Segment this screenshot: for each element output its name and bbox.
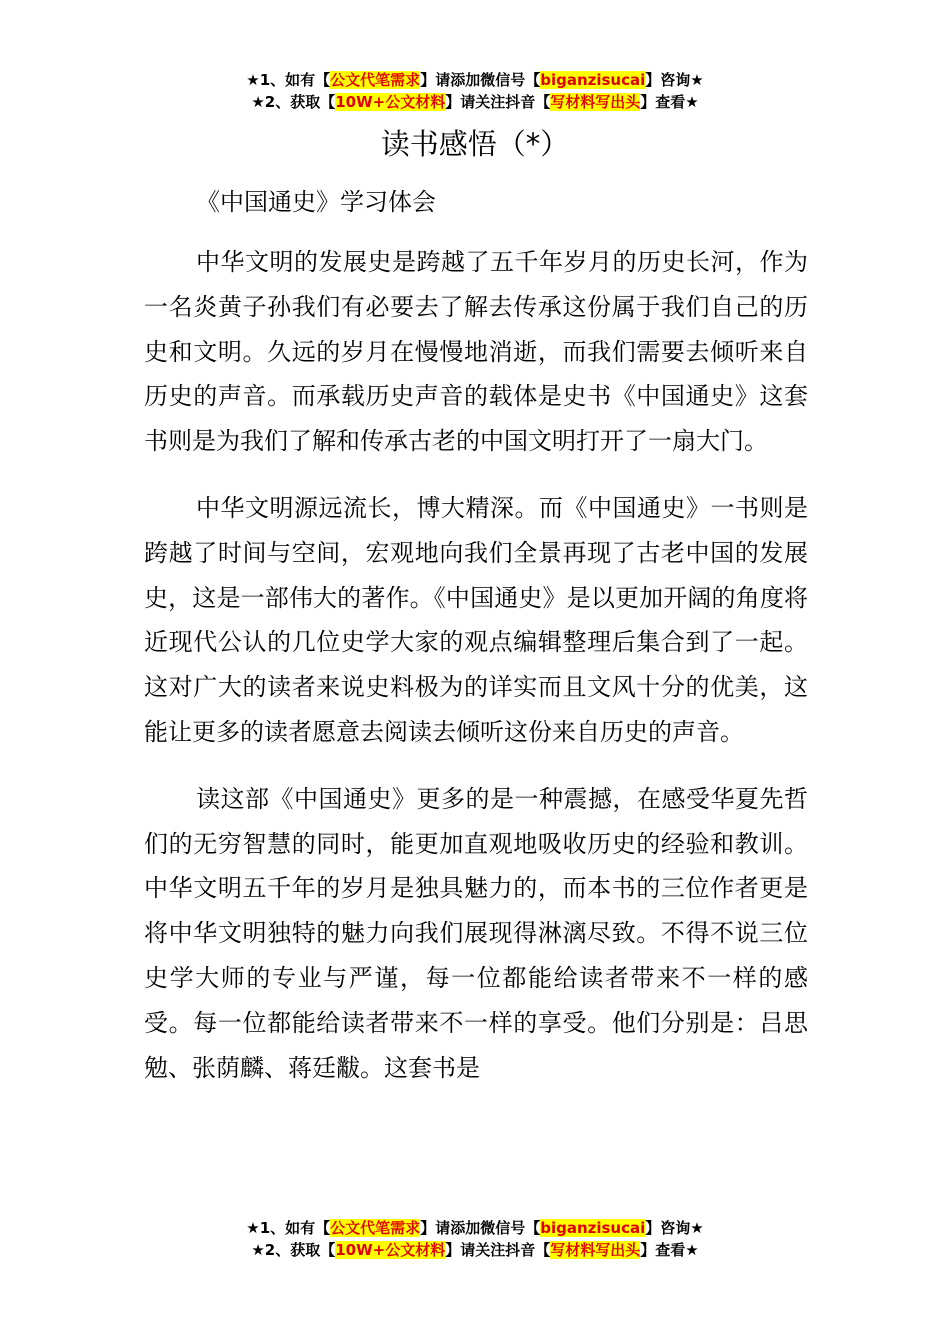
banner-line-1	[0, 69, 950, 91]
banner-text: 】请添加微信号【	[420, 1219, 541, 1237]
banner-highlight: biganzisucai	[540, 1219, 646, 1237]
body-paragraph: 中华文明源远流长，博大精深。而《中国通史》一书则是跨越了时间与空间，宏观地向我们全景再现了古老中国的发展史，这是一部伟大的著作。《中国通史》是以更加开阔的角度将近现代公认的几位史学大家的观点编辑整理后集合到了一起。这对广大的读者来说史料极为的详实而且文风十分的优美，这能让更多的读者愿意去阅读去倾听这份来自历史的声音。	[144, 493, 808, 746]
banner-text: 】查看★	[640, 1241, 699, 1259]
document-title: 读书感悟（*）	[380, 127, 570, 161]
banner-text: 】请关注抖音【	[445, 1241, 551, 1259]
banner-text: ★2、获取【	[251, 1241, 336, 1259]
document-body	[144, 240, 808, 1112]
banner-highlight: 写材料写出头	[550, 93, 641, 111]
banner-text: 】查看★	[640, 93, 699, 111]
body-paragraph: 中华文明的发展史是跨越了五千年岁月的历史长河，作为一名炎黄子孙我们有必要去了解去传承这份属于我们自己的历史和文明。久远的岁月在慢慢地消逝，而我们需要去倾听来自历史的声音。而承载历史声音的载体是史书《中国通史》这套书则是为我们了解和传承古老的中国文明打开了一扇大门。	[144, 248, 808, 456]
banner-highlight: 公文代笔需求	[330, 1219, 421, 1237]
body-paragraph: 读这部《中国通史》更多的是一种震撼，在感受华夏先哲们的无穷智慧的同时，能更加直观地吸收历史的经验和教训。中华文明五千年的岁月是独具魅力的，而本书的三位作者更是将中华文明独特的魅力向我们展现得淋漓尽致。不得不说三位史学大师的专业与严谨，每一位都能给读者带来不一样的感受。每一位都能给读者带来不一样的享受。他们分别是：吕思勉、张荫麟、蒋廷黻。这套书是	[144, 784, 808, 1082]
banner-line-2	[0, 91, 950, 113]
banner-highlight: 公文代笔需求	[330, 71, 421, 89]
banner-text: ★2、获取【	[251, 93, 336, 111]
banner-text: 】请添加微信号【	[420, 71, 541, 89]
banner-text: 】咨询★	[645, 71, 704, 89]
header-banner	[0, 69, 950, 113]
banner-highlight: biganzisucai	[540, 71, 646, 89]
banner-text: 】请关注抖音【	[445, 93, 551, 111]
document-subtitle: 《中国通史》学习体会	[196, 188, 436, 216]
banner-line-1	[0, 1217, 950, 1239]
banner-line-2	[0, 1239, 950, 1261]
banner-text: ★1、如有【	[246, 71, 331, 89]
banner-highlight: 10W+公文材料	[335, 1241, 446, 1259]
banner-highlight: 写材料写出头	[550, 1241, 641, 1259]
banner-text: 】咨询★	[645, 1219, 704, 1237]
footer-banner	[0, 1217, 950, 1261]
banner-text: ★1、如有【	[246, 1219, 331, 1237]
banner-highlight: 10W+公文材料	[335, 93, 446, 111]
